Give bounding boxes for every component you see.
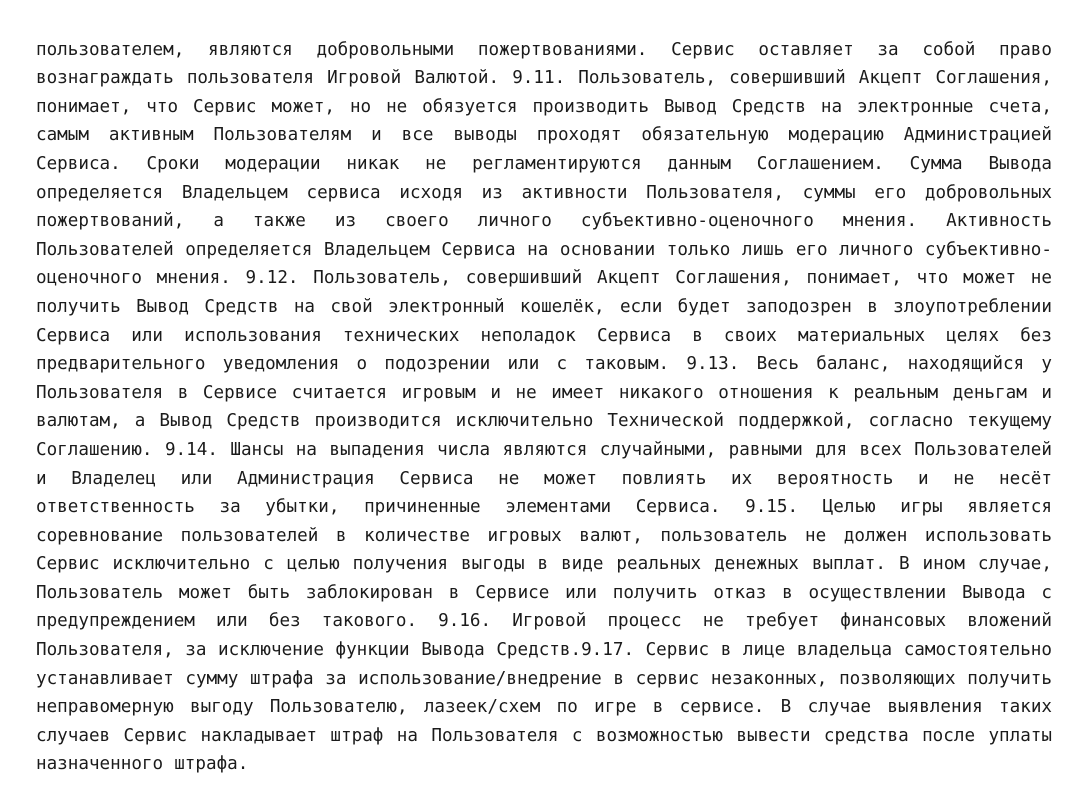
- terms-paragraph: пользователем, являются добровольными пожертвованиями. Сервис оставляет за собой право вознаграждать пользователя Игровой Валютой. 9.11. Пользователь, совершивший Акцепт Соглашения, понимает, что Сервис может, но не обязуется производить Вывод Средств на электронные счета, самым активным Пользователям и все выводы проходят обязательную модерацию Администрацией Сервиса. Сроки модерации никак не регламентируются данным Соглашением. Сумма Вывода определяется Владельцем сервиса исходя из активности Пользователя, суммы его добровольных пожертвований, а также из своего личного субъективно-оценочного мнения. Активность Пользователей определяется Владельцем Сервиса на основании только лишь его личного субъективно-оценочного мнения. 9.12. Пользователь, совершивший Акцепт Соглашения, понимает, что может не получить Вывод Средств на свой электронный кошелёк, если будет заподозрен в злоупотреблении Сервиса или использования технических неполадок Сервиса в своих материальных целях без предварительного уведомления о подозрении или с таковым. 9.13. Весь баланс, находящийся у Пользователя в Сервисе считается игровым и не имеет никакого отношения к реальным деньгам и валютам, а Вывод Средств производится исключительно Технической поддержкой, согласно текущему Соглашению. 9.14. Шансы на выпадения числа являются случайными, равными для всех Пользователей и Владелец или Администрация Сервиса не может повлиять их вероятность и не несёт ответственность за убытки, причиненные элементами Сервиса. 9.15. Целью игры является соревнование пользователей в количестве игровых валют, пользователь не должен использовать Сервис исключительно с целью получения выгоды в виде реальных денежных выплат. В ином случае, Пользователь может быть заблокирован в Сервисе или получить отказ в осуществлении Вывода с предупреждением или без такового. 9.16. Игровой процесс не требует финансовых вложений Пользователя, за исключение функции Вывода Средств.9.17. Сервис в лице владельца самостоятельно устанавливает сумму штрафа за использование/внедрение в сервис незаконных, позволяющих получить неправомерную выгоду Пользователю, лазеек/схем по игре в сервисе. В случае выявления таких случаев Сервис накладывает штраф на Пользователя с возможностью вывести средства после уплаты назначенного штрафа.: [36, 39, 1052, 775]
